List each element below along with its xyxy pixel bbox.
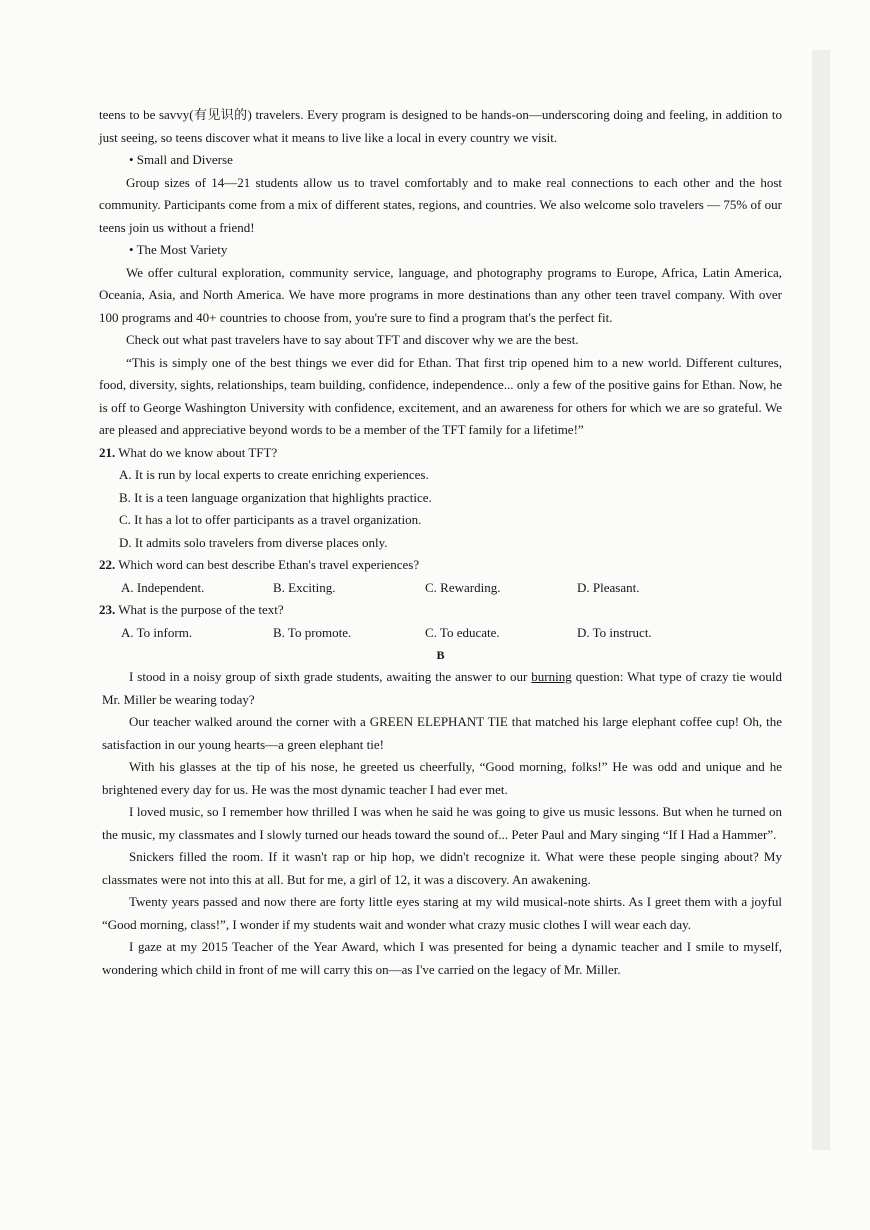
passage-a-paragraph-2: Group sizes of 14—21 students allow us to travel comfortably and to make real connections to each other and the host community. Participants come from a mix of different states, regions, and countries. We also welcome solo travelers — 75% of our teens join us without a friend! <box>99 174 782 235</box>
passage-b-paragraph-6: Twenty years passed and now there are forty little eyes staring at my wild musical-note shirts. As I greet them with a joyful “Good morning, class!”, I wonder if my students wait and wonder what crazy music clothes I will wear each day. <box>102 894 782 932</box>
option-d[interactable]: D. It admits solo travelers from diverse places only. <box>119 534 388 550</box>
question-stem: What do we know about TFT? <box>118 444 278 460</box>
text-before-underline: I stood in a noisy group of sixth grade students, awaiting the answer to our <box>129 669 532 684</box>
heading-small-and-diverse: • Small and Diverse <box>129 152 233 167</box>
passage-b-paragraph-7: I gaze at my 2015 Teacher of the Year Award, which I was presented for being a dynamic teacher and I smile to myself, wondering which child in front of me will carry this on—as I've carried on the legacy of Mr. Miller. <box>102 939 782 977</box>
passage-b-paragraph-1 <box>102 666 782 711</box>
question-23 <box>99 599 782 644</box>
text-after-underline: question: What type of crazy tie would Mr. Miller be wearing today? <box>102 669 782 707</box>
passage-a-paragraph-4: Check out what past travelers have to say about TFT and discover why we are the best. <box>126 332 579 347</box>
option-a[interactable]: A. To inform. <box>121 624 193 640</box>
passage-a-paragraph-1: teens to be savvy(有见识的) travelers. Every program is designed to be hands-on—underscoring doing and feeling, in addition to just seeing, so teens discover what it means to live like a local in every country we visit. <box>99 107 782 145</box>
question-22 <box>99 554 782 599</box>
option-b[interactable]: B. It is a teen language organization that highlights practice. <box>119 489 432 505</box>
passage-a-testimonial: “This is simply one of the best things we ever did for Ethan. That first trip opened him to a new world. Different cultures, food, diversity, sights, relationships, team building, confidence, independence... only a few of the positive gains for Ethan. Now, he is off to George Washington University with confidence, excitement, and an awareness for others for which we are so grateful. We are pleased and appreciative beyond words to be a member of the TFT family for a lifetime!” <box>99 354 782 437</box>
question-number: 22. <box>99 557 116 572</box>
section-b-label: B <box>436 648 445 662</box>
heading-most-variety: • The Most Variety <box>129 242 228 257</box>
question-number: 23. <box>99 602 116 617</box>
passage-b <box>99 666 782 981</box>
passage-a-paragraph-3: We offer cultural exploration, community service, language, and photography programs to Europe, Africa, Latin America, Oceania, Asia, and North America. We have more programs in more destinations than any other teen travel company. With over 100 programs and 40+ countries to choose from, you're sure to find a program that's the perfect fit. <box>99 264 782 325</box>
passage-b-paragraph-3: With his glasses at the tip of his nose, he greeted us cheerfully, “Good morning, folks!” He was odd and unique and he brightened every day for us. He was the most dynamic teacher I had ever met. <box>102 759 782 797</box>
option-a[interactable]: A. Independent. <box>121 579 205 595</box>
option-d[interactable]: D. Pleasant. <box>577 579 640 595</box>
option-c[interactable]: C. To educate. <box>425 624 500 640</box>
page-edge-shadow <box>812 50 830 1150</box>
passage-b-paragraph-5: Snickers filled the room. If it wasn't rap or hip hop, we didn't recognize it. What were these people singing about? My classmates were not into this at all. But for me, a girl of 12, it was a discovery. An awakening. <box>102 849 782 887</box>
question-number: 21. <box>99 444 116 460</box>
option-b[interactable]: B. Exciting. <box>273 579 336 595</box>
question-21 <box>99 442 782 555</box>
underlined-word-burning: burning <box>531 669 572 684</box>
question-stem: Which word can best describe Ethan's travel experiences? <box>118 557 420 572</box>
exam-page <box>99 104 782 981</box>
option-a[interactable]: A. It is run by local experts to create enriching experiences. <box>119 467 429 482</box>
option-c[interactable]: C. It has a lot to offer participants as a travel organization. <box>119 512 422 527</box>
option-c[interactable]: C. Rewarding. <box>425 579 501 595</box>
question-stem: What is the purpose of the text? <box>118 602 284 617</box>
passage-b-paragraph-2: Our teacher walked around the corner with a GREEN ELEPHANT TIE that matched his large elephant coffee cup! Oh, the satisfaction in our young hearts—a green elephant tie! <box>102 714 782 752</box>
option-b[interactable]: B. To promote. <box>273 624 352 640</box>
option-d[interactable]: D. To instruct. <box>577 624 652 640</box>
passage-b-paragraph-4: I loved music, so I remember how thrilled I was when he said he was going to give us music lessons. But when he turned on the music, my classmates and I slowly turned our heads toward the sound of... Peter Paul and Mary singing “If I Had a Hammer”. <box>102 804 782 842</box>
